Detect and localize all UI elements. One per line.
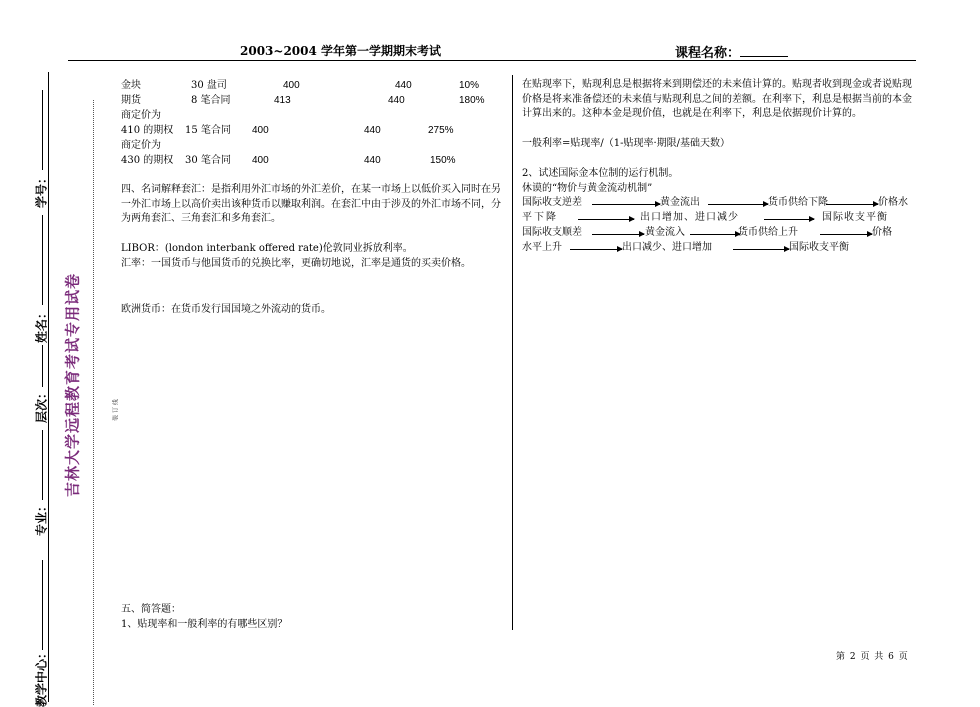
flow-balance-2: 国际收支平衡 (789, 242, 849, 253)
arrow (578, 219, 634, 220)
flow-price-rise: 水平上升 (522, 242, 562, 253)
eurocurrency-definition: 欧洲货币：在货币发行国国境之外流动的货币。 (121, 304, 331, 315)
arrow (764, 219, 814, 220)
major-blank (42, 430, 43, 500)
header-rule (68, 60, 916, 61)
course-name-blank (740, 56, 788, 57)
flow-gold-inflow: 黄金流入 (645, 227, 685, 238)
student-id-blank (42, 90, 43, 170)
section-5-heading: 五、简答题： (121, 604, 181, 615)
arrow (570, 249, 622, 250)
arrow (733, 249, 789, 250)
flow-money-supply-up: 货币供给上升 (738, 227, 798, 238)
libor-definition: LIBOR：(london interbank offered rate)伦敦同业拆放利率。 (121, 243, 413, 254)
arrow (690, 234, 740, 235)
hume-mechanism-title: 休谟的“物价与黄金流动机制” (522, 183, 653, 194)
exchange-rate-definition: 汇率：一国货币与他国货币的兑换比率，更确切地说，汇率是通货的买卖价格。 (121, 258, 471, 269)
teaching-center-label: 教学中心： (34, 646, 49, 707)
flow-surplus: 国际收支顺差 (522, 227, 582, 238)
discount-rate-answer: 在贴现率下，贴现利息是根据将来到期偿还的未来值计算的。贴现者收到现金或者说贴现价格是将来准备偿还的未来值与贴现利息之间的差额。在利率下，利息是根据当前的本金计算出来的。这种本金是现价值，也就是在利率下，利息是依据现价计算的。 (522, 79, 912, 119)
flow-balance: 国际收支平衡 (822, 212, 888, 223)
flow-money-supply-down: 货币供给下降 (768, 197, 828, 208)
arrow (592, 204, 660, 205)
flow-deficit: 国际收支逆差 (522, 197, 582, 208)
exam-title: 2003~2004 学年第一学期期末考试 (240, 44, 442, 58)
name-blank (42, 215, 43, 305)
arrow (708, 204, 768, 205)
arrow (592, 234, 644, 235)
section-4-arbitrage: 四、名词解释套汇：是指利用外汇市场的外汇差价，在某一市场上以低价买入同时在另一外汇市场上以高价卖出该种货币以赚取利润。在套汇中由于涉及的外汇市场不同，分为两角套汇、三角套汇和多角套汇。 (121, 184, 501, 224)
page-number: 第 2 页 共 6 页 (836, 652, 909, 662)
name-label: 姓名： (34, 306, 49, 344)
student-id-label: 学号： (34, 171, 49, 209)
level-label: 层次： (34, 386, 49, 424)
column-divider (512, 75, 513, 630)
level-blank (42, 345, 43, 387)
flow-price-level: 价格水 (878, 197, 908, 208)
question-1: 1、贴现率和一般利率的有哪些区别？ (121, 619, 288, 630)
major-label: 专业： (34, 499, 49, 537)
binding-line-label: 装 订 线 (112, 399, 120, 421)
vertical-title: 吉林大学远程教育考试专用试卷 (63, 272, 82, 498)
binding-dotted-line (93, 100, 94, 705)
arrow (826, 204, 878, 205)
course-name-label: 课程名称： (675, 46, 741, 61)
arrow (820, 234, 872, 235)
teaching-center-blank (42, 560, 43, 650)
interest-formula: 一般利率=贴现率/（1-贴现率·期限/基础天数） (522, 138, 731, 149)
flow-gold-outflow: 黄金流出 (660, 197, 700, 208)
question-2: 2、试述国际金本位制的运行机制。 (522, 168, 679, 179)
flow-price-fall: 平下降 (522, 212, 558, 223)
flow-price: 价格 (872, 227, 892, 238)
price-table: 金块 30 盘司 400 440 10% 期货 8 笔合同 413 440 180% 商定价为 410 的期权 15 笔合同 400 440 275% 商定价为 430 的期权 30 笔合同 400 440 150% (121, 80, 485, 166)
flow-exports-down: 出口减少、进口增加 (622, 242, 712, 253)
flow-exports-up: 出口增加、进口减少 (640, 212, 739, 223)
